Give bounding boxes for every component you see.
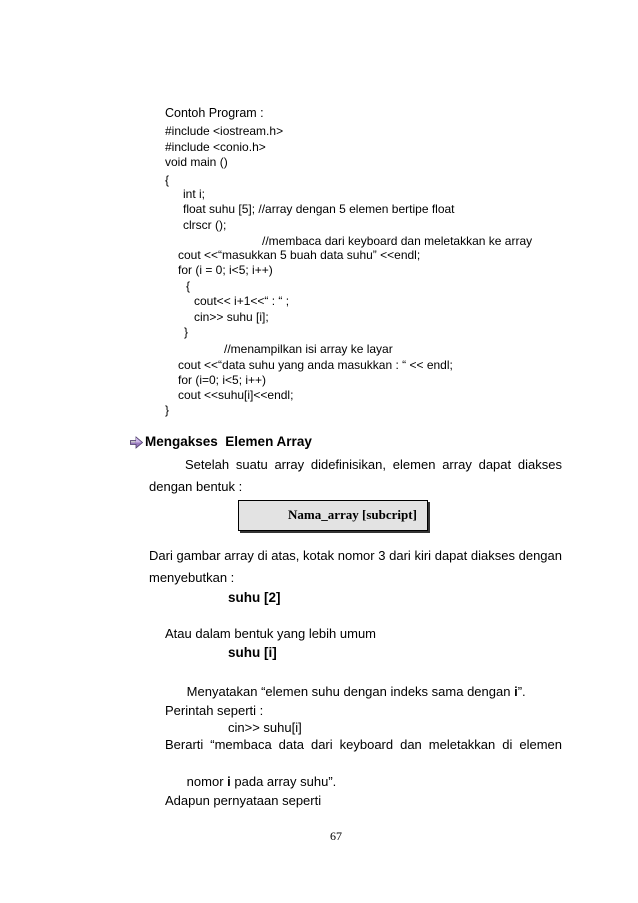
paragraph-line: Atau dalam bentuk yang lebih umum	[165, 626, 377, 641]
index-variable: i	[227, 774, 231, 789]
syntax-box	[238, 500, 428, 531]
code-line: int i;	[183, 187, 206, 201]
code-example-heading: Contoh Program :	[165, 106, 264, 120]
example-access-expression: suhu [2]	[228, 590, 281, 605]
index-variable: i	[514, 684, 518, 699]
code-comment-line: //menampilkan isi array ke layar	[224, 342, 393, 356]
paragraph-line: Dari gambar array di atas, kotak nomor 3 dari kiri dapat diakses dengan	[149, 548, 562, 563]
code-line: cout<< i+1<<“ : “ ;	[194, 294, 290, 308]
meaning-text: Menyatakan “elemen suhu dengan indeks sama dengan	[186, 684, 515, 699]
command-expression: cin>> suhu[i]	[228, 720, 302, 735]
code-line: cout <<suhu[i]<<endl;	[178, 388, 294, 402]
meaning-text-end: ”.	[517, 684, 526, 699]
paragraph-line: Setelah suatu array didefinisikan, elemen array dapat diakses	[185, 457, 562, 472]
code-line: clrscr ();	[183, 218, 227, 232]
code-line: {	[186, 279, 191, 293]
paragraph-line: Adapun pernyataan seperti	[165, 793, 322, 808]
code-line: cout <<“data suhu yang anda masukkan : “ << endl;	[178, 358, 453, 372]
code-line: void main ()	[165, 155, 228, 169]
page-number: 67	[330, 829, 342, 843]
paragraph-line: Berarti “membaca data dari keyboard dan meletakkan di elemen	[165, 737, 562, 752]
general-access-expression: suhu [i]	[228, 645, 277, 660]
syntax-text: Nama_array [subcript]	[288, 507, 417, 522]
code-line: }	[184, 325, 189, 339]
paragraph-line: Perintah seperti :	[165, 703, 264, 718]
code-line: for (i=0; i<5; i++)	[178, 373, 267, 387]
code-line: float suhu [5]; //array dengan 5 elemen bertipe float	[183, 202, 455, 216]
code-line: }	[165, 403, 170, 417]
paragraph-text-end: pada array suhu”.	[230, 774, 337, 789]
paragraph-text: nomor	[186, 774, 228, 789]
code-line: #include <iostream.h>	[165, 124, 284, 138]
paragraph-line: menyebutkan :	[149, 570, 235, 585]
code-comment-line: //membaca dari keyboard dan meletakkan ke array	[262, 234, 533, 248]
section-heading: Mengakses Elemen Array	[145, 434, 312, 449]
code-line: for (i = 0; i<5; i++)	[178, 263, 273, 277]
paragraph-line: dengan bentuk :	[149, 479, 243, 494]
code-line: #include <conio.h>	[165, 140, 266, 154]
code-line: cin>> suhu [i];	[194, 310, 269, 324]
code-line: cout <<“masukkan 5 buah data suhu” <<endl;	[178, 248, 421, 262]
code-line: {	[165, 173, 170, 187]
arrow-bullet-icon	[130, 436, 143, 449]
